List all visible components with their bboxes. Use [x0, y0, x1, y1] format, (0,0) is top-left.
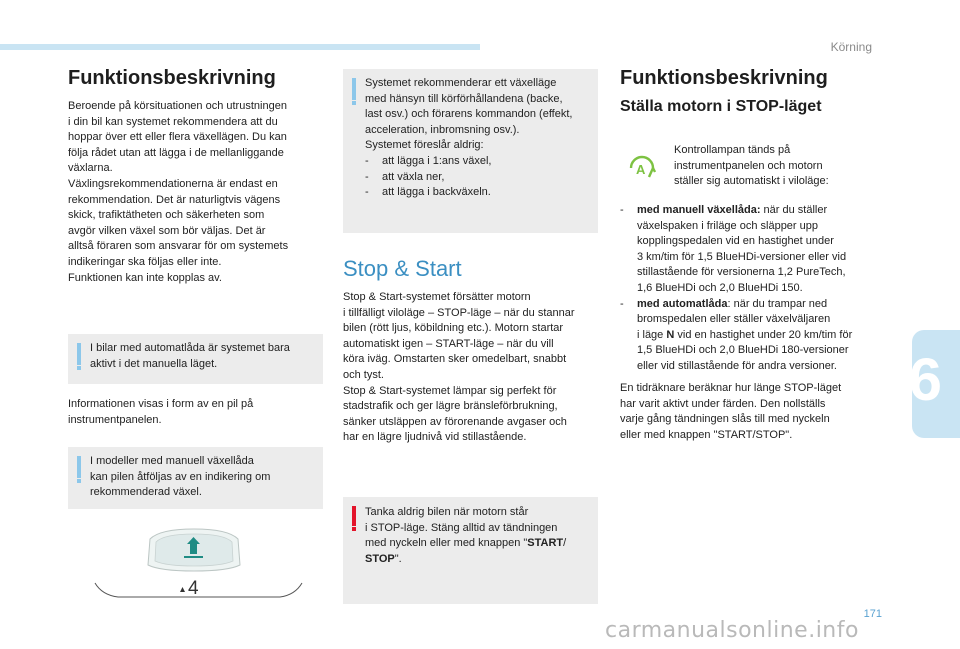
svg-text:A: A: [636, 162, 646, 177]
info-icon: [77, 456, 81, 478]
subsection-title: Ställa motorn i STOP-läget: [620, 98, 822, 115]
page-number: 171: [863, 608, 882, 620]
list-item: - att växla ner,: [365, 170, 590, 186]
list-item: - med manuell växellåda: när du ställer växelspaken i friläge och släpper upp kopplingspedalen vid en hastighet under 3 km/tim för 1,5 BlueHDi-versioner eller vid stillastående för versionerna 1,2 PureTech, 1,6 BlueHDi och 2,0 BlueHDi 150.: [620, 203, 882, 297]
chapter-title: Körning: [830, 40, 872, 54]
info-box-system-recommendation: Systemet rekommenderar ett växelläge med hänsyn till körförhållandena (backe, last osv.) och förarens kommandon (effekt, acceleration, inbromsning osv.). Systemet föreslår aldrig: - att lägga i 1:ans växel, - att växla ner, - att lägga i backväxeln.: [343, 69, 598, 233]
col2-paragraph: Stop & Start-systemet försätter motorn i tillfälligt viloläge – STOP-läge – när du stannar bilen (rött ljus, köbildning etc.). Motorn startar automatiskt igen – START-läge – när du vill köra iväg. Omstarten sker omedelbart, snabbt och tyst. Stop & Start-systemet lämpar sig perfekt för stadstrafik och ger lägre bränsleförbrukning, sänker utsläppen av förorenande avgaser och har en lägre ljudnivå vid stillastående.: [343, 291, 575, 444]
info-box-manual: I modeller med manuell växellåda kan pilen åtföljas av en indikering om rekommenderad växel.: [68, 447, 323, 509]
list-item: - att lägga i backväxeln.: [365, 185, 590, 201]
section-title-1: Funktionsbeskrivning: [68, 67, 276, 89]
warning-icon: [352, 506, 356, 526]
chapter-number: 6: [908, 346, 942, 413]
section-title-3: Funktionsbeskrivning: [620, 67, 828, 89]
stop-conditions-list: [620, 203, 882, 375]
col3-paragraph: En tidräknare beräknar hur länge STOP-läget har varit aktivt under färden. Den nollställs varje gång tändningen slås till med nyckeln eller med knappen "START/STOP".: [620, 382, 842, 441]
stop-start-lamp-icon: [627, 155, 657, 180]
list-item: - att lägga i 1:ans växel,: [365, 154, 590, 170]
info-icon: [352, 78, 356, 100]
gear-shift-indicator-illustration: [90, 525, 305, 605]
small-up-arrow-icon: [180, 587, 185, 592]
info-icon: [77, 343, 81, 365]
top-accent-bar: [0, 44, 480, 50]
watermark: carmanualsonline.info: [605, 618, 859, 643]
list-item: - med automatlåda: när du trampar ned bromspedalen eller ställer växelväljaren i läge N vid en hastighet under 20 km/tim för 1,5 BlueHDi och 2,0 BlueHDi 180-versioner eller vid stillastående för andra versioner.: [620, 297, 882, 375]
lamp-description: Kontrollampan tänds på instrumentpanelen och motorn ställer sig automatiskt i viloläge:: [674, 144, 829, 188]
info-box-automatic: I bilar med automatlåda är systemet bara aktivt i det manuella läget.: [68, 334, 323, 384]
col1-paragraph-1: Beroende på körsituationen och utrustningen i din bil kan systemet rekommendera att du hoppar över ett eller flera växellägen. Du kan följa rådet utan att lägga i de mellanliggande växlarna. Växlingsrekommendationerna är endast en rekommendation. Det är naturligtvis vägens skick, trafiktätheten och säkerheten som avgör vilken växel som bör väljas. Det är alltså föraren som ansvarar för om systemets indikeringar ska följas eller inte. Funktionen kan inte kopplas av.: [68, 100, 289, 284]
warning-box-refuel: Tanka aldrig bilen när motorn står i STOP-läge. Stäng alltid av tändningen med nyckeln eller med knappen "START/ STOP".: [343, 497, 598, 604]
col1-paragraph-2: Informationen visas i form av en pil på instrumentpanelen.: [68, 398, 254, 426]
section-title-stop-start: Stop & Start: [343, 256, 462, 281]
recommended-gear-number: 4: [188, 578, 199, 599]
